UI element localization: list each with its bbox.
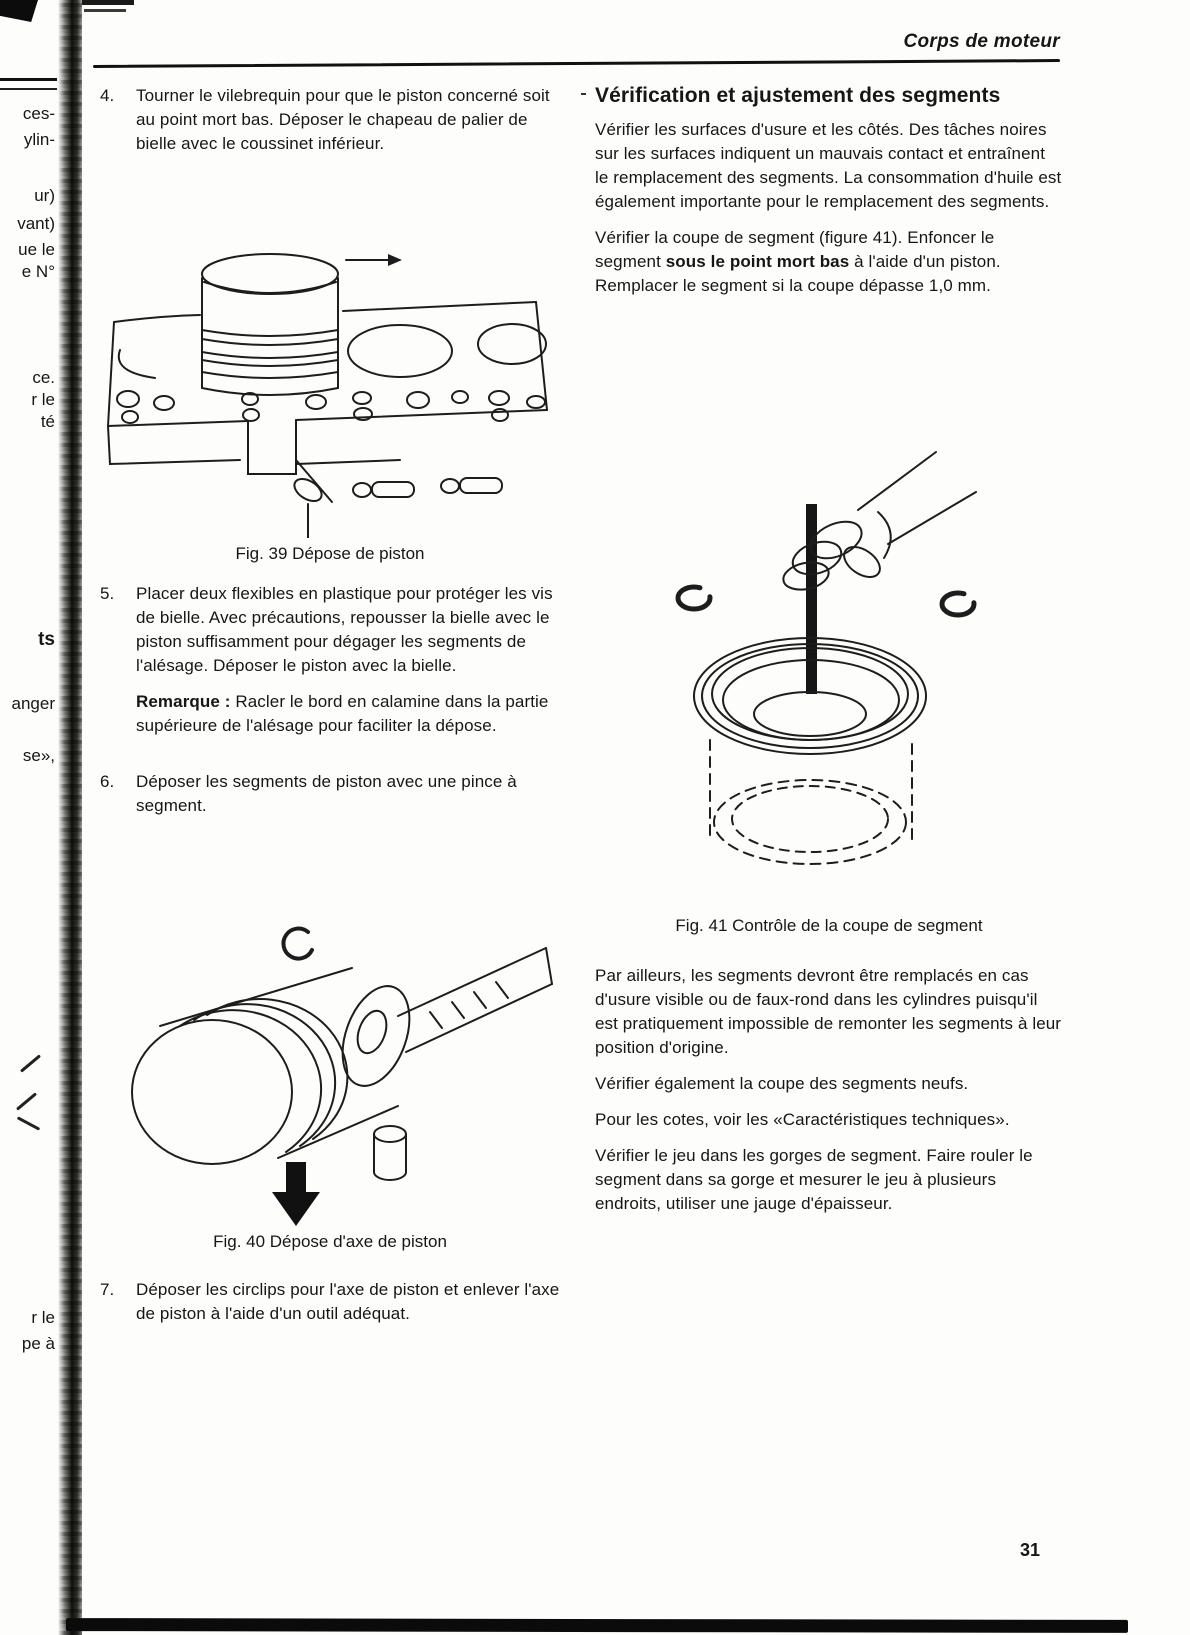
step-number: 6.: [100, 772, 115, 791]
paragraph: Vérifier les surfaces d'usure et les côtés. Des tâches noires sur les surfaces indiquent un mauvais contact et entraînent le remplacement des segments. La consommation d'huile est également importante pour le remplacement des segments.: [595, 120, 1062, 211]
step-text: Déposer les circlips pour l'axe de piston et enlever l'axe de piston à l'aide d'un outil adéquat.: [136, 1280, 560, 1323]
adjacent-page-rule: [0, 78, 57, 81]
step-5: [100, 582, 560, 678]
fig40-caption: Fig. 40 Dépose d'axe de piston: [213, 1232, 447, 1251]
scan-bottom-band: [66, 1618, 1128, 1633]
paragraph: [595, 226, 1063, 298]
remark-label: Remarque :: [136, 692, 231, 711]
remark-note: [136, 690, 560, 738]
engine-block-piston-illustration: [100, 202, 560, 538]
page-header-title: Corps de moteur: [903, 31, 1060, 52]
margin-text-fragment: pe à: [21, 1334, 55, 1353]
adjacent-page-rule: [0, 88, 57, 90]
margin-text-fragment: ylin-: [23, 130, 55, 149]
paragraph: Vérifier également la coupe des segments neufs.: [595, 1074, 969, 1093]
margin-text-fragment: ur): [34, 186, 55, 205]
step-text: Tourner le vilebrequin pour que le piston concerné soit au point mort bas. Déposer le chapeau de palier de bielle avec le coussinet inférieur.: [136, 86, 550, 153]
margin-mark: [16, 1092, 37, 1110]
fig41-caption: Fig. 41 Contrôle de la coupe de segment: [675, 916, 983, 935]
step-number: 5.: [100, 584, 115, 603]
scan-noise: [84, 9, 126, 12]
margin-text-fragment: ue le: [18, 240, 55, 259]
piston-pin-illustration: [100, 910, 560, 1228]
step-7: [100, 1278, 560, 1326]
step-text: Déposer les segments de piston avec une pince à segment.: [136, 772, 517, 815]
step-text: Placer deux flexibles en plastique pour protéger les vis de bielle. Avec précautions, repousser la bielle avec le piston suffisamment pour dégager les segments de l'alésage. Déposer le piston avec la bielle.: [136, 584, 553, 675]
step-number: 4.: [100, 86, 115, 105]
paragraph-bold-text: sous le point mort bas: [665, 252, 850, 271]
paragraph-text: Vérifier la coupe de segment (figure 41). Enfoncer le segment: [595, 228, 995, 271]
step-4: [100, 84, 560, 156]
hand-piston-cylinder-illustration: [640, 448, 1060, 888]
margin-text-fragment: vant): [17, 214, 55, 233]
right-column: [595, 84, 1063, 1228]
margin-text-fragment: té: [40, 412, 55, 431]
scan-corner-mark: [0, 0, 38, 22]
margin-text-fragment: r le: [31, 390, 55, 409]
fig39-piston-removal-drawing: [100, 202, 560, 538]
step-number: 7.: [100, 1280, 115, 1299]
paragraph: Pour les cotes, voir les «Caractéristiques techniques».: [595, 1110, 1010, 1129]
margin-text-fragment: se»,: [22, 746, 55, 765]
paragraph: Par ailleurs, les segments devront être remplacés en cas d'usure visible ou de faux-rond dans les cylindres puisqu'il est pratiquement impossible de remonter les segments à leur position d'origine.: [595, 966, 1062, 1057]
margin-text-fragment: anger: [11, 694, 55, 713]
fig40-piston-pin-removal-drawing: [100, 910, 560, 1228]
paragraph-text: à l'aide d'un piston. Remplacer le segment si la coupe dépasse 1,0 mm.: [595, 252, 1001, 295]
paragraph: Vérifier le jeu dans les gorges de segment. Faire rouler le segment dans sa gorge et mesurer le jeu à plusieurs endroits, utiliser une jauge d'épaisseur.: [595, 1146, 1033, 1213]
margin-mark: [20, 1054, 41, 1072]
margin-text-fragment: e N°: [21, 262, 55, 281]
margin-text-fragment: ts: [38, 629, 55, 650]
page-number: 31: [1019, 1540, 1040, 1560]
scan-noise: [80, 0, 134, 5]
margin-text-fragment: ces-: [22, 104, 55, 123]
margin-text-fragment: ce.: [32, 368, 55, 387]
left-column: [100, 84, 560, 1326]
header-rule: [93, 59, 1060, 68]
step-6: [100, 770, 560, 818]
fig39-caption: Fig. 39 Dépose de piston: [235, 544, 425, 563]
section-heading: Vérification et ajustement des segments: [595, 84, 1063, 108]
margin-text-fragment: r le: [31, 1308, 55, 1327]
fig41-ring-gap-check-drawing: [640, 448, 1060, 888]
binding-edge: [58, 0, 82, 1635]
margin-mark: [17, 1116, 40, 1130]
remark-text: Racler le bord en calamine dans la partie supérieure de l'alésage pour faciliter la dépose.: [136, 692, 549, 735]
